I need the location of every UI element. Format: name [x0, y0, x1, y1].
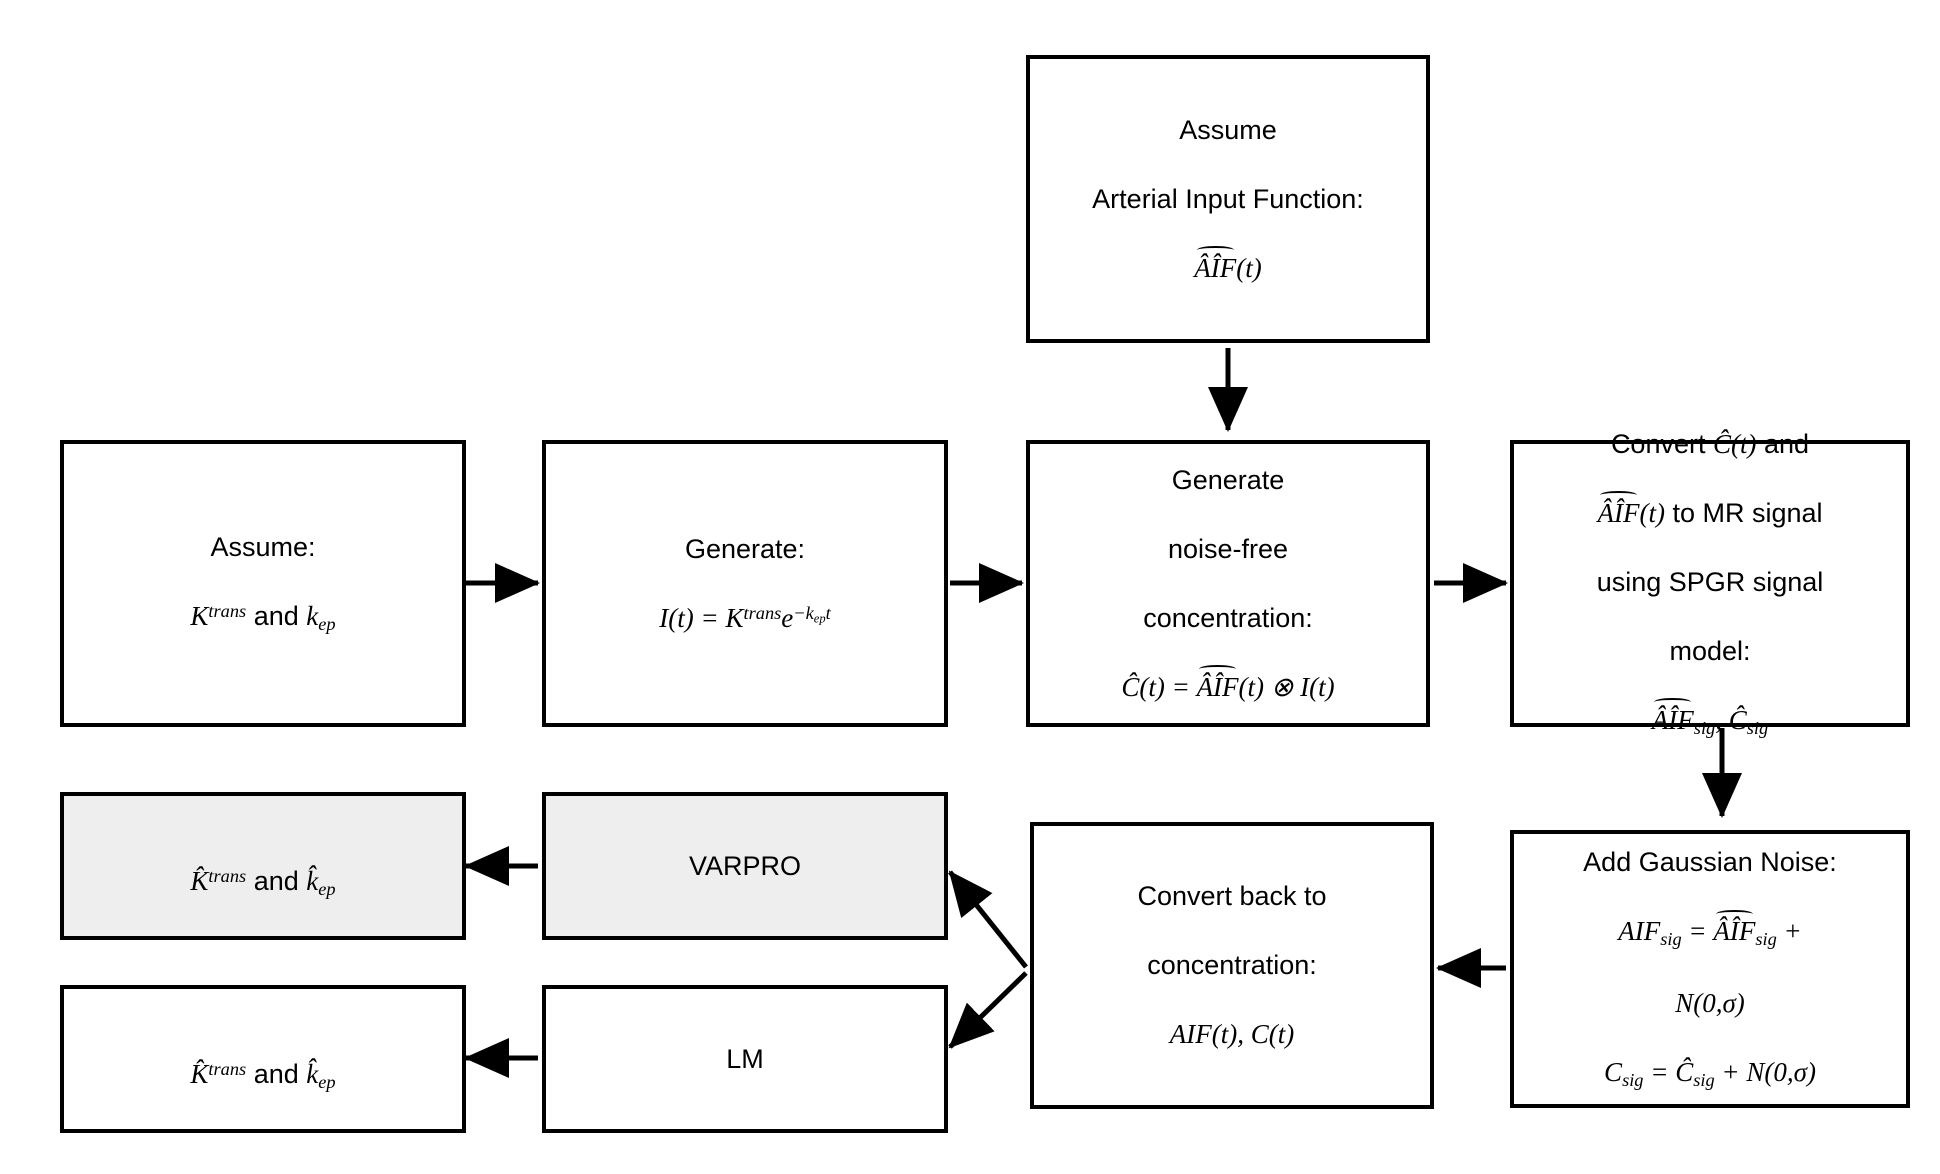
lm-output-text: K̂$^{trans}$ and $k̂_{ep}$ [190, 1059, 336, 1093]
convert-to-mr-signal-text: Convert Ĉ(t) and ÂÎF (t) to MR signal using SPGR signal model: ÂÎF $_{sig}$, $Ĉ_{sig}$ [1596, 428, 1824, 739]
arrow-convertback-to-varpro [950, 872, 1026, 967]
generate-impulse-text: Generate: $I(t) = K^{trans}e^{-k_{ep}t}$ [659, 533, 831, 633]
convert-back-text: Convert back to concentration: AIF(t), C(t) [1137, 881, 1327, 1050]
assume-aif-text: Assume Arterial Input Function: ÂÎF (t) [1092, 114, 1364, 283]
add-gaussian-noise-text: Add Gaussian Noise: $AIF_{sig}$ = ÂÎF $_{sig}$ + N(0,σ) $C_{sig}$ = $Ĉ_{sig} + N(0,\sigma)$ [1583, 846, 1837, 1091]
varpro-label: VARPRO [688, 850, 802, 881]
add-gaussian-noise-box [1510, 830, 1910, 1108]
lm-output-box [60, 985, 466, 1133]
varpro-output-text: K̂$^{trans}$ and $k̂_{ep}$ [190, 866, 336, 900]
lm-label: LM [726, 1043, 764, 1074]
varpro-box [542, 792, 948, 940]
varpro-output-box [60, 792, 466, 940]
assume-parameters-box [60, 440, 466, 727]
arrow-convertback-to-lm [950, 973, 1026, 1047]
lm-box [542, 985, 948, 1133]
generate-impulse-box [542, 440, 948, 727]
generate-noise-free-concentration-box [1026, 440, 1430, 727]
convert-back-to-concentration-box [1030, 822, 1434, 1109]
assume-aif-box [1026, 55, 1430, 343]
noise-free-concentration-text: Generate noise-free concentration: Ĉ(t) = ÂÎF (t) ⊗ I(t) [1121, 464, 1335, 702]
convert-to-mr-signal-box [1510, 428, 1910, 739]
assume-parameters-text: Assume: $K^{trans}$ and $k_{ep}$ [190, 532, 336, 635]
